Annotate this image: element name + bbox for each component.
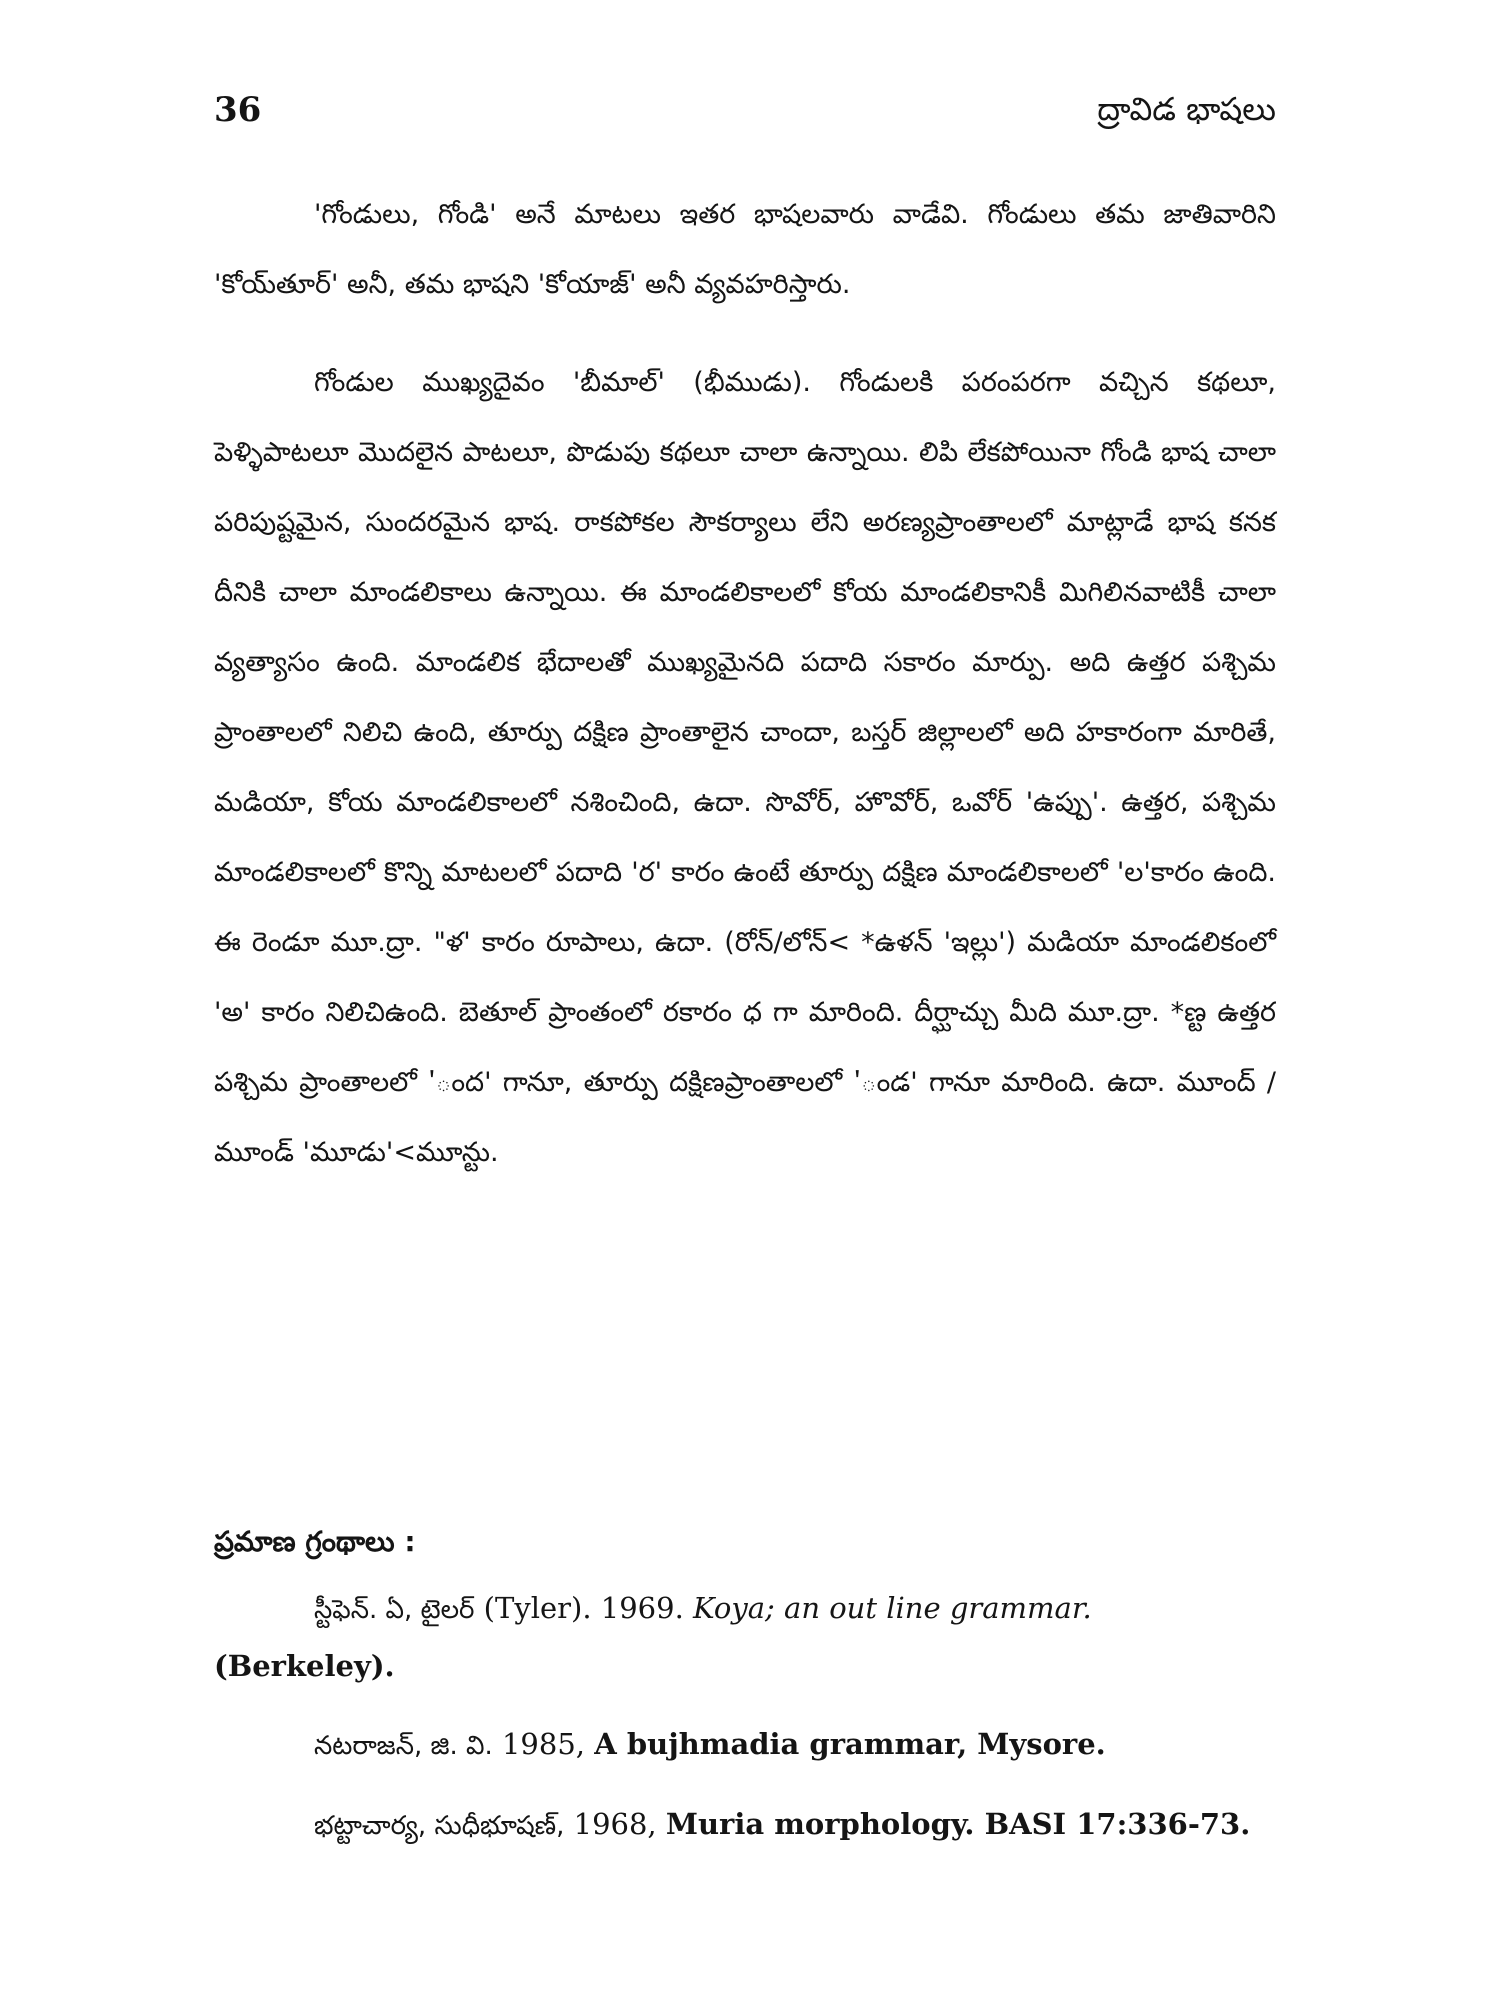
- running-head: ద్రావిడ భాషలు: [1097, 90, 1276, 128]
- reference-detail: (Tyler). 1969.: [474, 1591, 694, 1625]
- reference-author: నటరాజన్, జి. వి.: [314, 1731, 493, 1761]
- reference-author: స్టీఫెన్. ఏ, టైలర్: [314, 1595, 475, 1625]
- reference-tail: (Berkeley).: [214, 1649, 395, 1683]
- reference-author: భట్టాచార్య, సుధీభూషణ్,: [314, 1811, 565, 1841]
- paragraph-2: గోండుల ముఖ్యదైవం 'బీమాల్' (భీముడు). గోండులకి పరంపరగా వచ్చిన కథలూ, పెళ్ళిపాటలూ మొదలైన పాటలూ, పొడుపు కథలూ చాలా ఉన్నాయి. లిపి లేకపోయినా గోండి భాష చాలా పరిపుష్టమైన, సుందరమైన భాష. రాకపోకల సౌకర్యాలు లేని అరణ్యప్రాంతాలలో మాట్లాడే భాష కనక దీనికి చాలా మాండలికాలు ఉన్నాయి. ఈ మాండలికాలలో కోయ మాండలికానికీ మిగిలినవాటికీ చాలా వ్యత్యాసం ఉంది. మాండలిక భేదాలతో ముఖ్యమైనది పదాది సకారం మార్పు. అది ఉత్తర పశ్చిమ ప్రాంతాలలో నిలిచి ఉంది, తూర్పు దక్షిణ ప్రాంతాలైన చాందా, బస్తర్ జిల్లాలలో అది హకారంగా మారితే, మడియా, కోయ మాండలికాలలో నశించింది, ఉదా. సొవోర్, హొవోర్, ఒవోర్ 'ఉప్పు'. ఉత్తర, పశ్చిమ మాండలికాలలో కొన్ని మాటలలో పదాది 'ర' కారం ఉంటే తూర్పు దక్షిణ మాండలికాలలో 'ల'కారం ఉంది. ఈ రెండూ మూ.ద్రా. "ళ' కారం రూపాలు, ఉదా. (రోన్/లోన్< *ఉళన్ 'ఇల్లు') మడియా మాండలికంలో 'అ' కారం నిలిచిఉంది. బెతూల్ ప్రాంతంలో రకారం ధ గా మారింది. దీర్ఘాచ్చు మీది మూ.ద్రా. *ణ్ట ఉత్తర పశ్చిమ ప్రాంతాలలో 'ంద' గానూ, తూర్పు దక్షిణప్రాంతాలలో 'ండ' గానూ మారింది. ఉదా. మూంద్ / మూండ్ 'మూడు'<మూన్టు.: [214, 367, 1276, 1168]
- reference-detail: 1985,: [492, 1727, 595, 1761]
- reference-item: [214, 1580, 1276, 1694]
- paragraph-1: 'గోండులు, గోండి' అనే మాటలు ఇతర భాషలవారు వాడేవి. గోండులు తమ జాతివారిని 'కోయ్‌తూర్' అనీ, తమ భాషని 'కోయాజ్' అనీ వ్యవహరిస్తారు.: [214, 199, 1276, 300]
- reference-item: [214, 1796, 1276, 1854]
- reference-title: Muria morphology. BASI 17:336-73.: [665, 1807, 1251, 1841]
- page-header: [214, 90, 1276, 140]
- references-section: [214, 1512, 1276, 1876]
- reference-detail: 1968,: [564, 1807, 666, 1841]
- reference-item: [214, 1716, 1276, 1774]
- reference-title: A bujhmadia grammar, Mysore.: [594, 1727, 1106, 1761]
- reference-title: Koya; an out line grammar.: [693, 1591, 1092, 1625]
- body-text: [214, 180, 1276, 1188]
- references-heading: ప్రమాణ గ్రంథాలు :: [214, 1525, 416, 1558]
- page-number: 36: [214, 90, 262, 130]
